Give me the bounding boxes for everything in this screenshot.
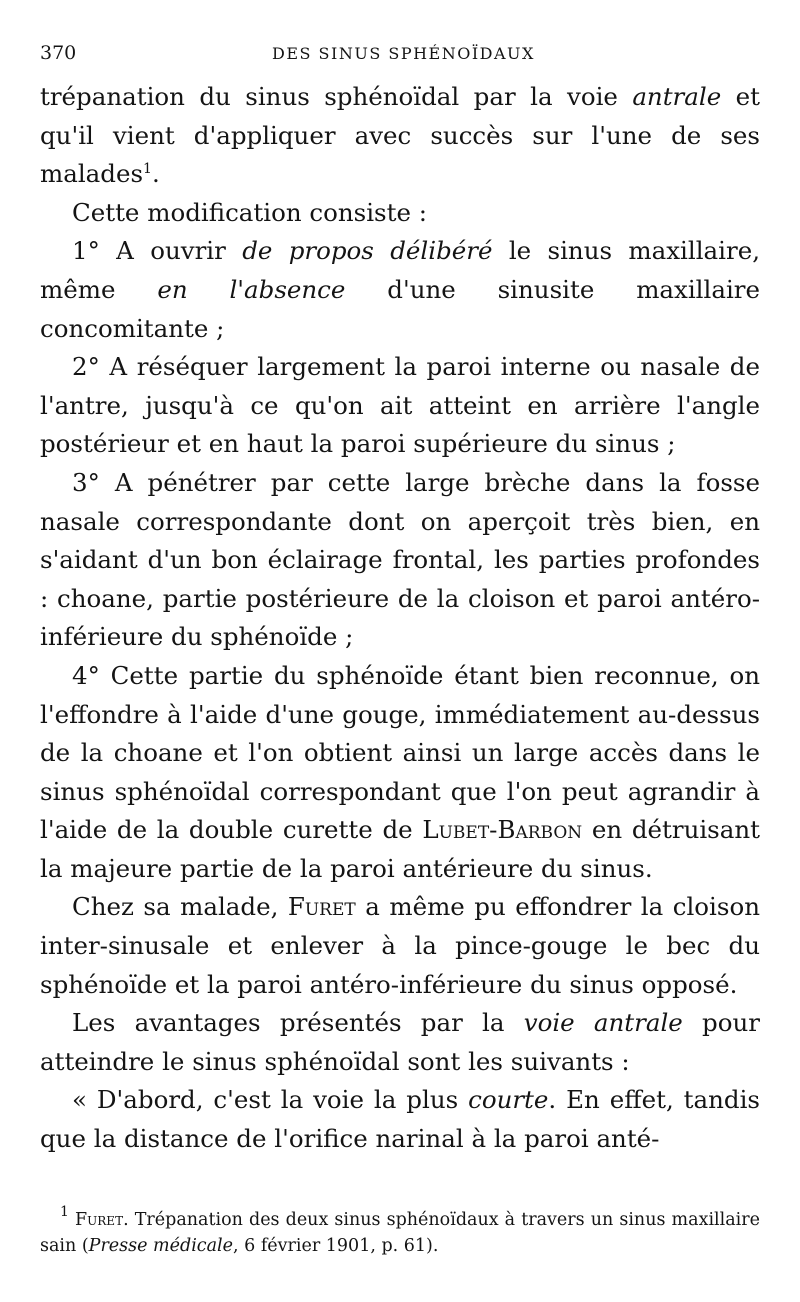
paragraph-7 xyxy=(40,888,760,1004)
journal-title: Presse médicale xyxy=(88,1236,233,1256)
text-run: a même pu effondrer la cloison inter-sinusale et enlever à la pince-gouge le bec du sphénoïde et la paroi antéro-inférieure du sinus opposé. xyxy=(40,892,760,999)
text-run: et qu'il vient d'appliquer avec succès sur l'une de ses malades xyxy=(40,82,760,189)
paragraph-2: Cette modification consiste : xyxy=(72,197,428,227)
text-run: . Trépanation des deux sinus sphénoïdaux à travers un sinus maxillaire sain ( xyxy=(40,1210,760,1256)
text-run: Chez sa malade, xyxy=(72,892,288,922)
italic-run: en l'absence xyxy=(157,274,346,304)
text-run: . En effet, tandis que la distance de l'orifice narinal à la paroi anté- xyxy=(40,1085,760,1154)
italic-run: voie antrale xyxy=(523,1008,683,1038)
paragraph-4: 2° A réséquer largement la paroi interne ou nasale de l'antre, jusqu'à ce qu'on ait atteint en arrière l'angle postérieur et en haut la paroi supérieure du sinus ; xyxy=(40,352,760,459)
paragraph-5: 3° A pénétrer par cette large brèche dans la fosse nasale correspondante dont on aperçoit très bien, en s'aidant d'un bon éclairage frontal, les parties profondes : choane, partie postérieure de la cloison et paroi antéro-inférieure du sphénoïde ; xyxy=(40,467,760,652)
running-head: DES SINUS SPHÉNOÏDAUX xyxy=(272,44,535,63)
text-run: d'une sinusite maxillaire concomitante ; xyxy=(40,274,761,343)
author-name: Furet xyxy=(287,892,356,922)
body-text xyxy=(40,78,760,1159)
paragraph-8 xyxy=(40,1004,760,1081)
text-run: en détruisant la majeure partie de la paroi antérieure du sinus. xyxy=(40,815,760,883)
author-name: Furet xyxy=(75,1210,124,1230)
text-run: . xyxy=(151,159,160,189)
italic-run: courte xyxy=(468,1085,549,1115)
text-run: pour atteindre le sinus sphénoïdal sont les suivants : xyxy=(40,1008,760,1076)
paragraph-9 xyxy=(40,1081,760,1158)
italic-run: antrale xyxy=(632,82,722,111)
paragraph-6 xyxy=(40,657,760,889)
text-run: trépanation du sinus sphénoïdal par la voie xyxy=(40,82,633,111)
italic-run: de propos délibéré xyxy=(242,236,493,266)
page-number: 370 xyxy=(40,42,77,64)
text-run: , 6 février 1901, p. 61). xyxy=(233,1236,439,1256)
footnote xyxy=(40,1204,760,1259)
author-name: Lubet-Barbon xyxy=(422,815,583,845)
text-run: Les avantages présentés par la xyxy=(72,1008,524,1038)
text-run: 1° A ouvrir xyxy=(72,236,243,266)
footnote-marker: 1 xyxy=(60,1204,69,1220)
text-run: 4° Cette partie du sphénoïde étant bien reconnue, on l'effondre à l'aide d'une gouge, immédiatement au-dessus de la choane et l'on obtient ainsi un large accès dans le sinus sphénoïdal correspondant que l'on peut agrandir à l'aide de la double curette de xyxy=(40,660,760,845)
paragraph-1 xyxy=(40,78,760,194)
page-header xyxy=(40,36,760,70)
footnote-marker: 1 xyxy=(143,161,152,178)
text-run: le sinus maxillaire, même xyxy=(40,236,760,304)
text-run: « D'abord, c'est la voie la plus xyxy=(72,1085,469,1115)
paragraph-3 xyxy=(40,232,760,348)
